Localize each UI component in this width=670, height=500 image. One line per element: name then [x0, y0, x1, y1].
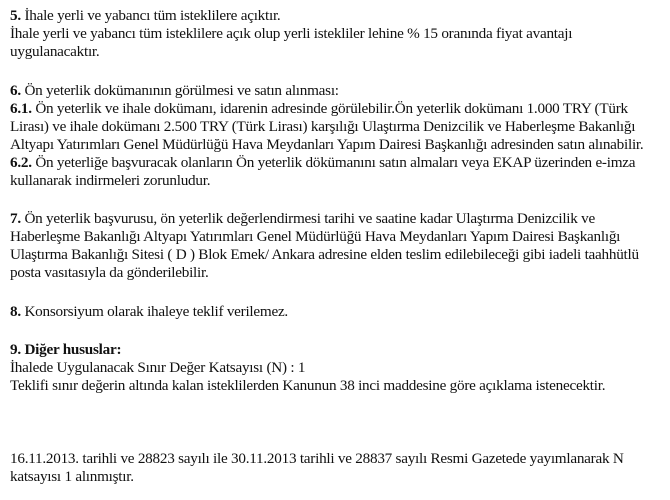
section-8-number: 8.: [10, 303, 21, 320]
section-5-line-1: İhale yerli ve yabancı tüm isteklilere açık olup yerli istekliler lehine % 15 oranında fiyat avantajı: [10, 25, 573, 42]
section-5-line-2: uygulanacaktır.: [10, 43, 100, 60]
section-7-line-2: Haberleşme Bakanlığı Altyapı Yatırımları Genel Müdürlüğü Hava Meydanları Yapım Dairesi Başkanlığı: [10, 228, 621, 245]
footer-note-line-2: katsayısı 1 alınmıştır.: [10, 468, 134, 485]
section-7-number: 7.: [10, 210, 21, 227]
footer-note-line-1: 16.11.2013. tarihli ve 28823 sayılı ile 30.11.2013 tarihli ve 28837 sayılı Resmi Gazetede yayımlanarak N: [10, 450, 624, 467]
section-6-2-number: 6.2.: [10, 154, 32, 171]
section-5-number: 5.: [10, 7, 21, 24]
section-7-line-1: [10, 210, 595, 228]
section-6-1-line-2: Lirası) ve ihale dokümanı 2.500 TRY (Türk Lirası) karşılığı Ulaştırma Denizcilik ve Haberleşme Bakanlığı: [10, 118, 636, 135]
section-6-2-line-1: [10, 154, 635, 172]
section-5-title: İhale yerli ve yabancı tüm isteklilere açıktır.: [20, 7, 281, 24]
section-7-line-3: Ulaştırma Bakanlığı Sitesi ( D ) Blok Emek/ Ankara adresine elden teslim edilebileceği gibi iadeli taahhütlü: [10, 246, 639, 263]
section-6-2-line-2: kullanarak indirmeleri zorunludur.: [10, 172, 211, 189]
section-6-1-line-3: Altyapı Yatırımları Genel Müdürlüğü Hava Meydanları Yapım Dairesi Başkanlığı adresinden satın alınabilir.: [10, 136, 644, 153]
section-6-1-line-1: [10, 100, 628, 118]
section-8-line: [10, 303, 288, 321]
section-9-heading: [10, 341, 121, 359]
section-9-line-1: İhalede Uygulanacak Sınır Değer Katsayısı (N) : 1: [10, 359, 306, 376]
section-6-1-number: 6.1.: [10, 100, 32, 117]
section-7-text: Ön yeterlik başvurusu, ön yeterlik değerlendirmesi tarihi ve saatine kadar Ulaştırma Denizcilik ve: [20, 210, 596, 227]
section-9-title: 9. Diğer hususlar:: [10, 341, 122, 358]
section-6-2-text: Ön yeterliğe başvuracak olanların Ön yeterlik dökümanını satın almaları veya EKAP üzerinden e-imza: [31, 154, 636, 171]
section-8-text: Konsorsiyum olarak ihaleye teklif verilemez.: [20, 303, 288, 320]
section-6-heading: [10, 82, 339, 100]
section-6-title: Ön yeterlik dokümanının görülmesi ve satın alınması:: [20, 82, 339, 99]
section-6-number: 6.: [10, 82, 21, 99]
section-6-1-text: Ön yeterlik ve ihale dokümanı, idarenin adresinde görülebilir.Ön yeterlik dokümanı 1.000 TRY (Türk: [31, 100, 628, 117]
section-5-heading: [10, 7, 280, 25]
section-9-line-2: Teklifi sınır değerin altında kalan isteklilerden Kanunun 38 inci maddesine göre açıklama istenecektir.: [10, 377, 606, 394]
section-7-line-4: posta vasıtasıyla da gönderilebilir.: [10, 264, 209, 281]
